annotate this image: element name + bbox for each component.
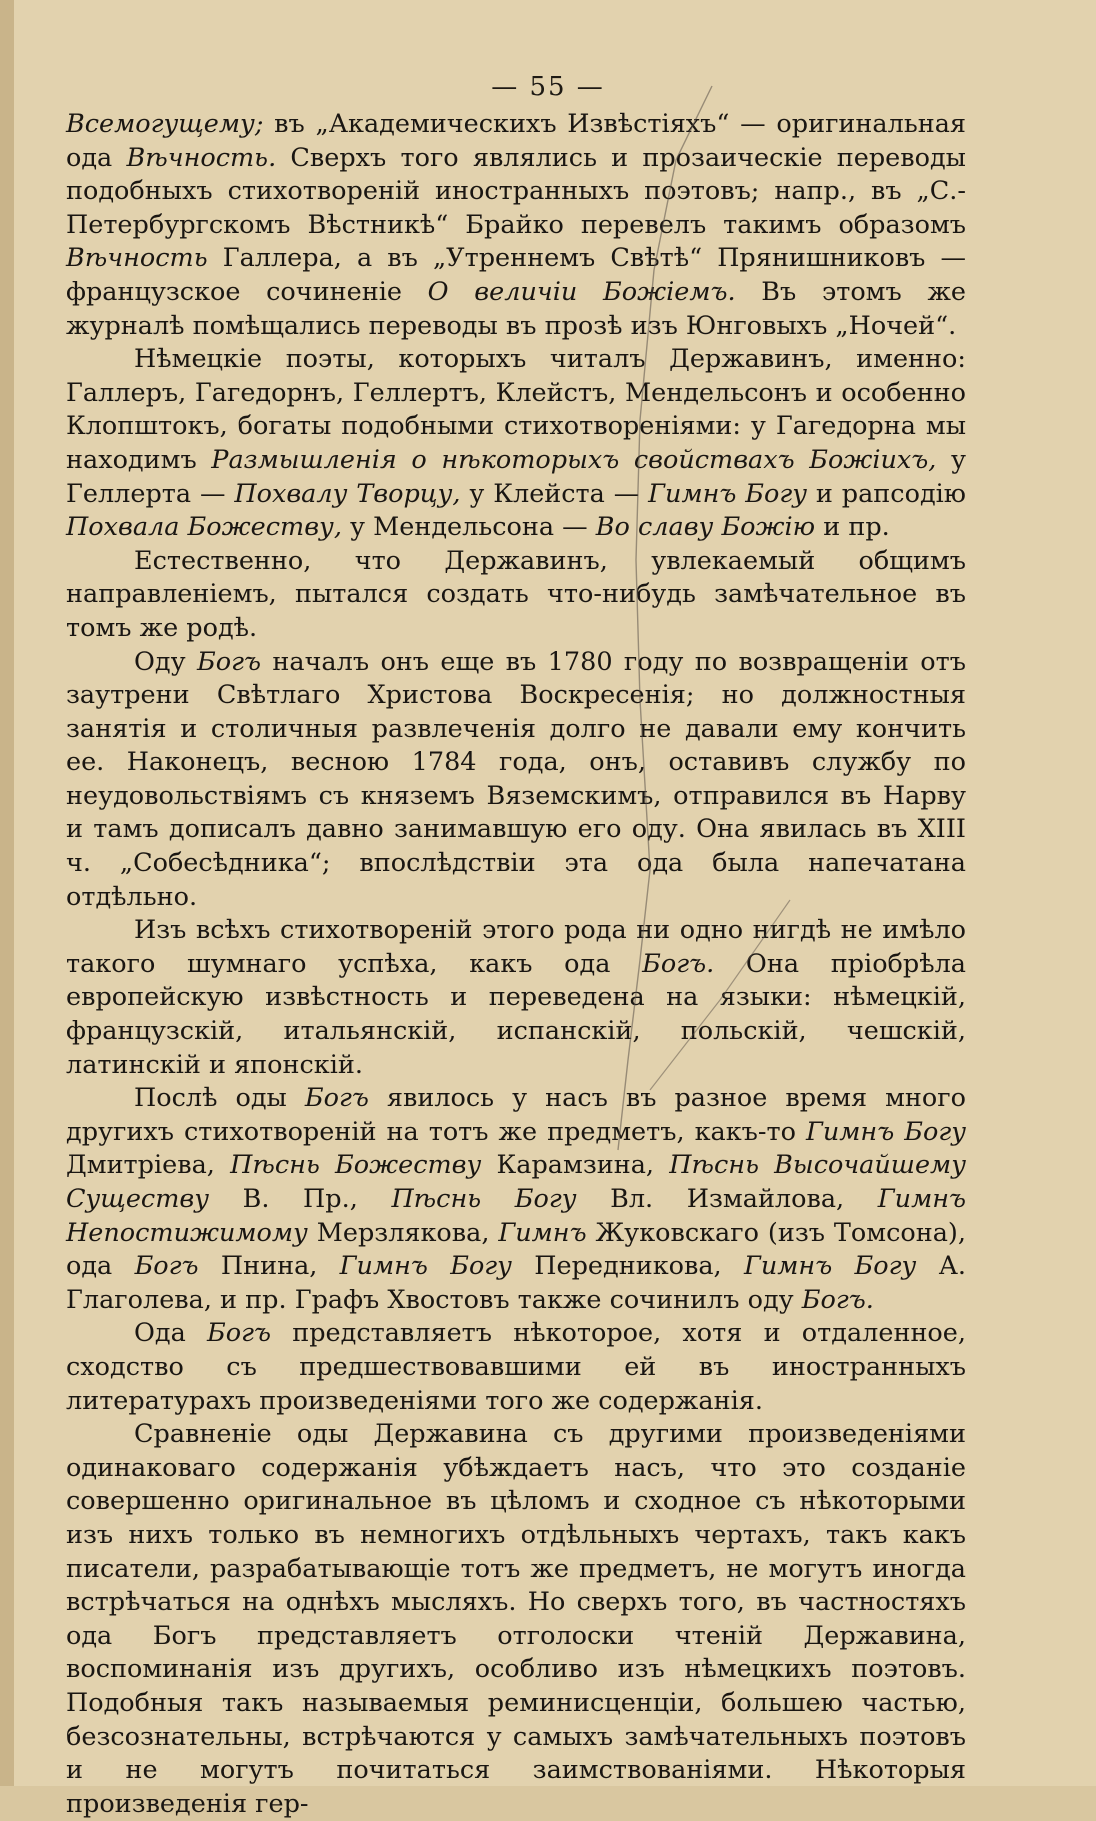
paragraph — [66, 1418, 966, 1821]
paragraph-text: Галлера, а въ „Утреннемъ Свѣтѣ“ Прянишниковъ — французское сочиненіе — [66, 243, 966, 307]
italic-title-text: Во славу Божію — [595, 512, 816, 543]
paragraph-text: Сравненіе оды Державина съ другими произведеніями одинаковаго содержанія убѣждаетъ насъ, что это созданіе совершенно оригинальное въ цѣломъ и сходное съ нѣкоторыми изъ нихъ только въ немногихъ отдѣльныхъ чертахъ, такъ какъ писатели, разрабатывающіе тотъ же предметъ, не могутъ иногда встрѣчаться на однѣхъ мысляхъ. Но сверхъ того, въ частностяхъ ода Богъ представляетъ отголоски чтеній Державина, воспоминанія изъ другихъ, особливо изъ нѣмецкихъ поэтовъ. Подобныя такъ называемыя реминисценціи, большею частью, безсознательны, встрѣчаются у самыхъ замѣчательныхъ поэтовъ и не могутъ почитаться заимствованіями. Нѣкоторыя произведенія гер- — [66, 1419, 966, 1819]
italic-title-text: Гимнъ Непостижимому — [66, 1184, 967, 1248]
paragraph — [66, 1082, 966, 1317]
italic-title-text: Пѣснь Божеству — [230, 1150, 482, 1181]
paragraph-text: у Мендельсона — — [341, 512, 596, 543]
paragraph — [66, 108, 966, 343]
paragraph — [66, 914, 966, 1082]
italic-title-text: Гимнъ Богу — [648, 478, 808, 509]
paragraph-text: В. Пр., — [209, 1184, 392, 1214]
italic-title-text: Гимнъ Богу — [743, 1251, 917, 1282]
italic-title-text: О величіи Божіемъ. — [427, 276, 736, 307]
italic-title-text: Похвала Божеству, — [66, 512, 342, 543]
paragraph-text: Послѣ оды — [134, 1083, 305, 1114]
italic-title-text: Богъ — [207, 1318, 272, 1349]
paragraph-text: Оду — [134, 646, 197, 677]
paragraph — [66, 646, 966, 915]
paragraph-text: Изъ всѣхъ стихотвореній этого рода ни одно нигдѣ не имѣло такого шумнаго успѣха, какъ ода — [66, 915, 966, 979]
paragraph-text: представляетъ нѣкоторое, хотя и отдаленное, сходство съ предшествовавшими ей въ иностранныхъ литературахъ произведеніями того же содержанія. — [66, 1318, 966, 1416]
paragraph-text: Естественно, что Державинъ, увлекаемый общимъ направленіемъ, пытался создать что-нибудь замѣчательное въ томъ же родѣ. — [66, 545, 966, 643]
paragraph-text: Карамзина, — [481, 1150, 670, 1181]
paragraph-text: Вл. Измайлова, — [576, 1184, 878, 1214]
italic-title-text: Гимнъ Богу — [339, 1251, 512, 1282]
paragraph — [66, 545, 966, 646]
paragraph-text: Дмитріева, — [66, 1150, 231, 1181]
paragraph-text: Она пріобрѣла европейскую извѣстность и переведена на языки: нѣмецкій, французскій, итальянскій, испанскій, польскій, чешскій, латинскій и японскій. — [66, 948, 967, 1080]
paragraph-text: Мерзлякова, — [307, 1217, 499, 1248]
italic-title-text: Богъ. — [801, 1284, 874, 1315]
paragraph-text: началъ онъ еще въ 1780 году по возвращеніи отъ заутрени Свѣтлаго Христова Воскресенія; но должностныя занятія и столичныя развлеченія долго не давали ему кончить ее. Наконецъ, весною 1784 года, онъ, оставивъ службу по неудовольствіямъ съ княземъ Вяземскимъ, отправился въ Нарву и тамъ дописалъ давно занимавшую его оду. Она явилась въ XIII ч. „Собесѣдника“; впослѣдствіи эта ода была напечатана отдѣльно. — [66, 646, 966, 912]
paragraph-text: явилось у насъ въ разное время много другихъ стихотвореній на тотъ же предметъ, какъ-то — [66, 1083, 966, 1147]
italic-title-text: Богъ — [304, 1083, 369, 1114]
paragraph-text: Пнина, — [198, 1251, 340, 1282]
paragraph-text: у Клейста — — [460, 478, 649, 509]
paragraph-text: у Геллерта — — [66, 444, 967, 509]
paragraph-text: Передникова, — [511, 1251, 744, 1282]
italic-title-text: Похвалу Творцу, — [234, 478, 461, 509]
italic-title-text: Всемогущему; — [66, 109, 264, 139]
italic-title-text: Богъ. — [642, 948, 715, 979]
italic-title-text: Размышленія о нѣкоторыхъ свойствахъ Божіихъ, — [211, 444, 937, 475]
paragraph-text: Нѣмецкіе поэты, которыхъ читалъ Державинъ, именно: Галлеръ, Гагедорнъ, Геллертъ, Клейстъ, Мендельсонъ и особенно Клопштокъ, богаты подобными стихотвореніями: у Гагедорна мы находимъ — [66, 344, 966, 475]
paragraph — [66, 343, 966, 545]
italic-title-text: Богъ — [197, 646, 261, 677]
paragraph-text: и рапсодію — [807, 478, 966, 509]
paragraph-text: Жуковскаго (изъ Томсона), ода — [66, 1217, 966, 1282]
paragraph-text: и пр. — [815, 512, 890, 543]
italic-title-text: Вѣчность — [66, 243, 208, 274]
page-binding-edge — [0, 0, 14, 1786]
italic-title-text: Пѣснь Богу — [391, 1184, 577, 1214]
paragraph-text: Сверхъ того являлись и прозаическіе переводы подобныхъ стихотвореній иностранныхъ поэтовъ; напр., въ „С.-Петербургскомъ Вѣстникѣ“ Брайко перевелъ такимъ образомъ — [66, 142, 966, 240]
paragraph-text: Ода — [134, 1318, 208, 1349]
paragraph — [66, 1317, 966, 1418]
paragraph-text: А. Глаголева, и пр. Графъ Хвостовъ также сочинилъ оду — [66, 1251, 966, 1315]
italic-title-text: Вѣчность. — [126, 142, 277, 173]
paragraph-text: Въ этомъ же журналѣ помѣщались переводы въ прозѣ изъ Юнговыхъ „Ночей“. — [66, 276, 966, 341]
italic-title-text: Богъ — [134, 1251, 199, 1282]
italic-title-text: Гимнъ Богу — [805, 1116, 966, 1147]
italic-title-text: Пѣснь Высочайшему Существу — [66, 1150, 966, 1214]
italic-title-text: Гимнъ — [498, 1217, 587, 1248]
body-text — [66, 108, 966, 1821]
page-number: — 55 — — [491, 72, 605, 102]
paragraph-text: въ „Академическихъ Извѣстіяхъ“ — оригинальная ода — [66, 109, 966, 173]
